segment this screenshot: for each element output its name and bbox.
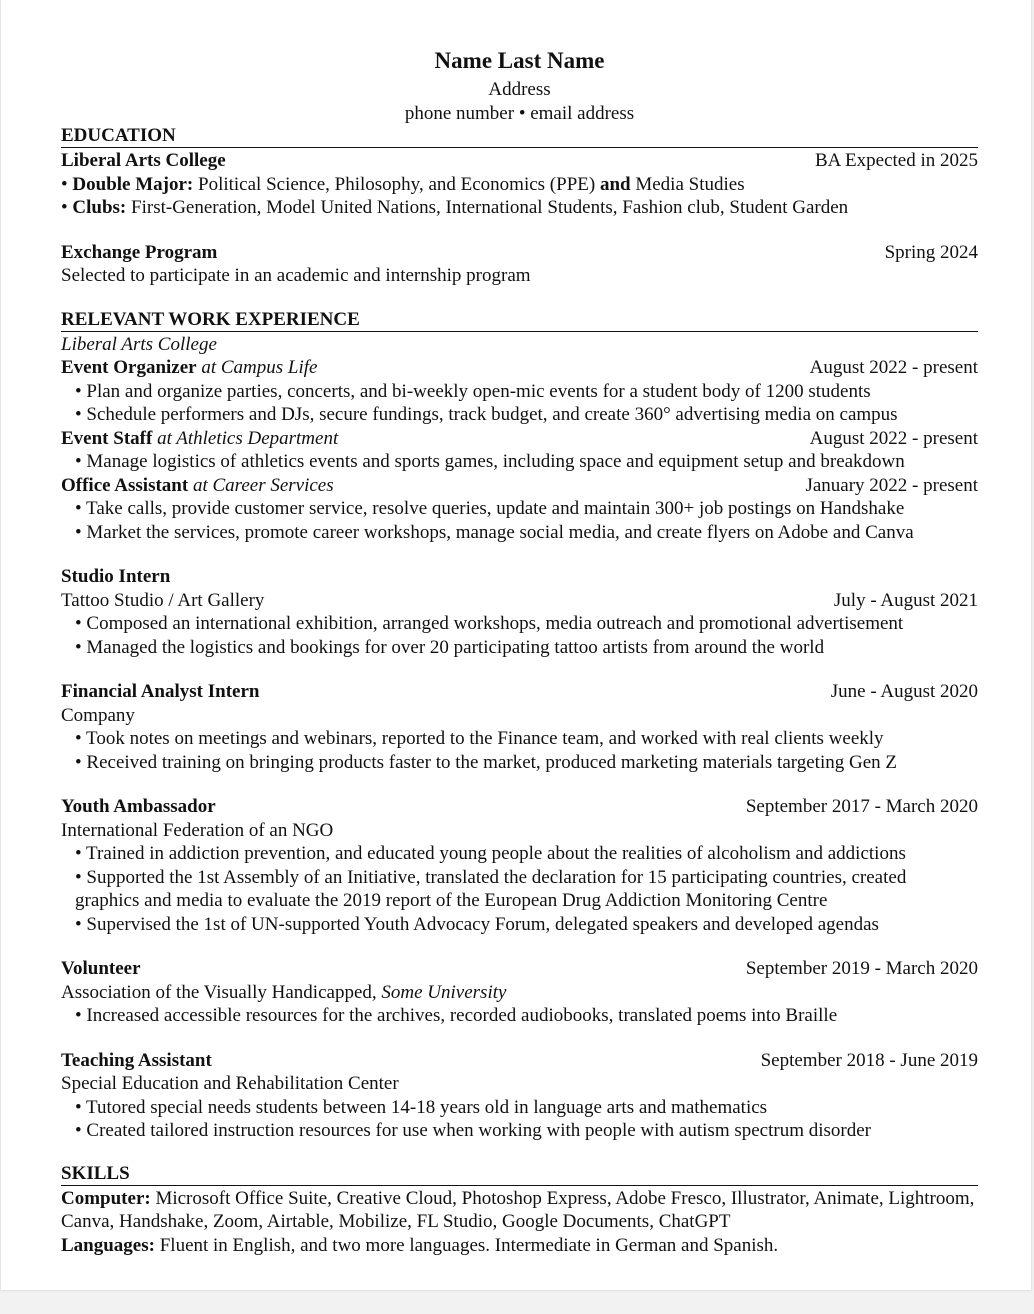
job-row-office-assistant bbox=[61, 474, 978, 498]
section-title-work: RELEVANT WORK EXPERIENCE bbox=[61, 309, 978, 332]
exchange-desc: Selected to participate in an academic and internship program bbox=[61, 265, 531, 286]
list-item: • Supported the 1st Assembly of an Initiative, translated the declaration for 15 participating countries, created graphics and media to evaluate the 2019 report of the European Drug Addiction Monitoring Centre bbox=[75, 866, 907, 911]
resume-header bbox=[61, 44, 978, 125]
volunteer-row bbox=[61, 957, 978, 981]
full-name: Name Last Name bbox=[434, 48, 605, 73]
job-role: Event Staff bbox=[61, 427, 153, 449]
job-role: Office Assistant bbox=[61, 474, 189, 496]
job-dept: at Athletics Department bbox=[157, 427, 339, 449]
list-item: • Increased accessible resources for the archives, recorded audiobooks, translated poems into Braille bbox=[75, 1005, 838, 1026]
job-role: Event Organizer bbox=[61, 357, 197, 378]
clubs-value: First-Generation, Model United Nations, International Students, Fashion club, Student Garden bbox=[131, 197, 849, 218]
computer-skills bbox=[61, 1187, 978, 1234]
spacer bbox=[61, 659, 978, 680]
clubs-label: Clubs: bbox=[72, 197, 127, 218]
exchange-row bbox=[61, 241, 978, 265]
spacer bbox=[61, 1143, 978, 1163]
section-title-education: EDUCATION bbox=[61, 125, 978, 148]
job-date: August 2022 - present bbox=[809, 357, 978, 378]
spacer bbox=[61, 774, 978, 795]
list-item: • Supervised the 1st of UN-supported Youth Advocacy Forum, delegated speakers and developed agendas bbox=[75, 913, 879, 935]
job-title-line bbox=[61, 474, 334, 498]
list-item: • Schedule performers and DJs, secure fundings, track budget, and create 360° advertising media on campus bbox=[75, 404, 898, 425]
youth-title: Youth Ambassador bbox=[61, 796, 216, 817]
teaching-date: September 2018 - June 2019 bbox=[760, 1049, 978, 1071]
clubs-line: • Clubs: First-Generation, Model United Nations, International Students, Fashion club, Student Garden bbox=[61, 197, 849, 218]
exchange-date: Spring 2024 bbox=[884, 241, 978, 263]
studio-title: Studio Intern bbox=[61, 566, 171, 587]
computer-value: Microsoft Office Suite, Creative Cloud, Photoshop Express, Adobe Fresco, Illustrator, Animate, Lightroom, Canva, Handshake, Zoom, Airtable, Mobilize, FL Studio, Google Documents, ChatGPT bbox=[61, 1187, 975, 1232]
spacer bbox=[61, 288, 978, 309]
financial-title: Financial Analyst Intern bbox=[61, 681, 260, 702]
job-dept: at Campus Life bbox=[201, 357, 318, 378]
list-item: • Managed the logistics and bookings for over 20 participating tattoo artists from around the world bbox=[75, 636, 825, 658]
job-date: January 2022 - present bbox=[805, 474, 978, 496]
studio-org-row bbox=[61, 589, 978, 613]
financial-org: Company bbox=[61, 704, 135, 726]
school-name: Liberal Arts College bbox=[61, 150, 226, 171]
major-line: • Double Major: Political Science, Philosophy, and Economics (PPE) and Media Studies bbox=[61, 173, 745, 195]
employer-name: Liberal Arts College bbox=[61, 333, 217, 355]
exchange-title: Exchange Program bbox=[61, 241, 218, 263]
youth-date: September 2017 - March 2020 bbox=[745, 796, 978, 817]
job-row-event-staff bbox=[61, 427, 978, 451]
list-item: • Received training on bringing products faster to the market, produced marketing materials targeting Gen Z bbox=[75, 751, 897, 773]
list-item: • Tutored special needs students between 14-18 years old in language arts and mathematics bbox=[75, 1096, 768, 1118]
job-title-line bbox=[61, 427, 338, 451]
list-item: • Composed an international exhibition, arranged workshops, media outreach and promotional advertisement bbox=[75, 613, 904, 634]
spacer bbox=[61, 936, 978, 957]
list-item: • Market the services, promote career workshops, manage social media, and create flyers on Adobe and Canva bbox=[75, 521, 914, 543]
languages-value: Fluent in English, and two more languages. Intermediate in German and Spanish. bbox=[159, 1234, 779, 1256]
resume-content bbox=[61, 44, 978, 1257]
volunteer-org-italic: , Some University bbox=[371, 981, 507, 1003]
teaching-org: Special Education and Rehabilitation Center bbox=[61, 1073, 399, 1094]
language-skills bbox=[61, 1234, 978, 1258]
section-title-skills: SKILLS bbox=[61, 1163, 978, 1186]
spacer bbox=[61, 220, 978, 241]
languages-label: Languages: bbox=[61, 1234, 155, 1256]
financial-date: June - August 2020 bbox=[830, 681, 978, 702]
list-item: • Take calls, provide customer service, resolve queries, update and maintain 300+ job postings on Handshake bbox=[75, 498, 905, 519]
financial-row bbox=[61, 680, 978, 704]
job-dept: at Career Services bbox=[192, 474, 334, 496]
major-and: and bbox=[599, 173, 631, 195]
job-title-line bbox=[61, 356, 317, 380]
job-row-event-organizer bbox=[61, 356, 978, 380]
resume-page bbox=[1, 0, 1031, 1290]
youth-org: International Federation of an NGO bbox=[61, 819, 334, 841]
list-item: • Created tailored instruction resources for use when working with people with autism spectrum disorder bbox=[75, 1120, 872, 1141]
major-value-1: Political Science, Philosophy, and Economics (PPE) bbox=[198, 173, 596, 195]
youth-row bbox=[61, 795, 978, 819]
studio-org: Tattoo Studio / Art Gallery bbox=[61, 589, 265, 611]
studio-date: July - August 2021 bbox=[833, 589, 978, 611]
volunteer-org: Association of the Visually Handicapped bbox=[61, 981, 372, 1003]
list-item: • Plan and organize parties, concerts, and bi-weekly open-mic events for a student body of 1200 students bbox=[75, 380, 871, 402]
computer-label: Computer: bbox=[61, 1187, 151, 1209]
spacer bbox=[61, 544, 978, 565]
spacer bbox=[61, 1028, 978, 1049]
list-item: • Took notes on meetings and webinars, reported to the Finance team, and worked with real clients weekly bbox=[75, 728, 884, 749]
volunteer-date: September 2019 - March 2020 bbox=[745, 958, 978, 979]
contact-line: phone number • email address bbox=[404, 102, 635, 124]
list-item: • Manage logistics of athletics events and sports games, including space and equipment setup and breakdown bbox=[75, 451, 905, 472]
volunteer-org-line bbox=[61, 981, 978, 1005]
teaching-row bbox=[61, 1049, 978, 1073]
job-date: August 2022 - present bbox=[809, 427, 978, 449]
education-school-row bbox=[61, 149, 978, 173]
degree-date: BA Expected in 2025 bbox=[814, 150, 978, 171]
volunteer-title: Volunteer bbox=[61, 958, 141, 979]
address: Address bbox=[488, 79, 551, 100]
major-label: Double Major: bbox=[72, 173, 194, 195]
teaching-title: Teaching Assistant bbox=[61, 1049, 212, 1071]
major-value-2: Media Studies bbox=[635, 173, 745, 195]
list-item: • Trained in addiction prevention, and educated young people about the realities of alcoholism and addictions bbox=[75, 843, 906, 864]
